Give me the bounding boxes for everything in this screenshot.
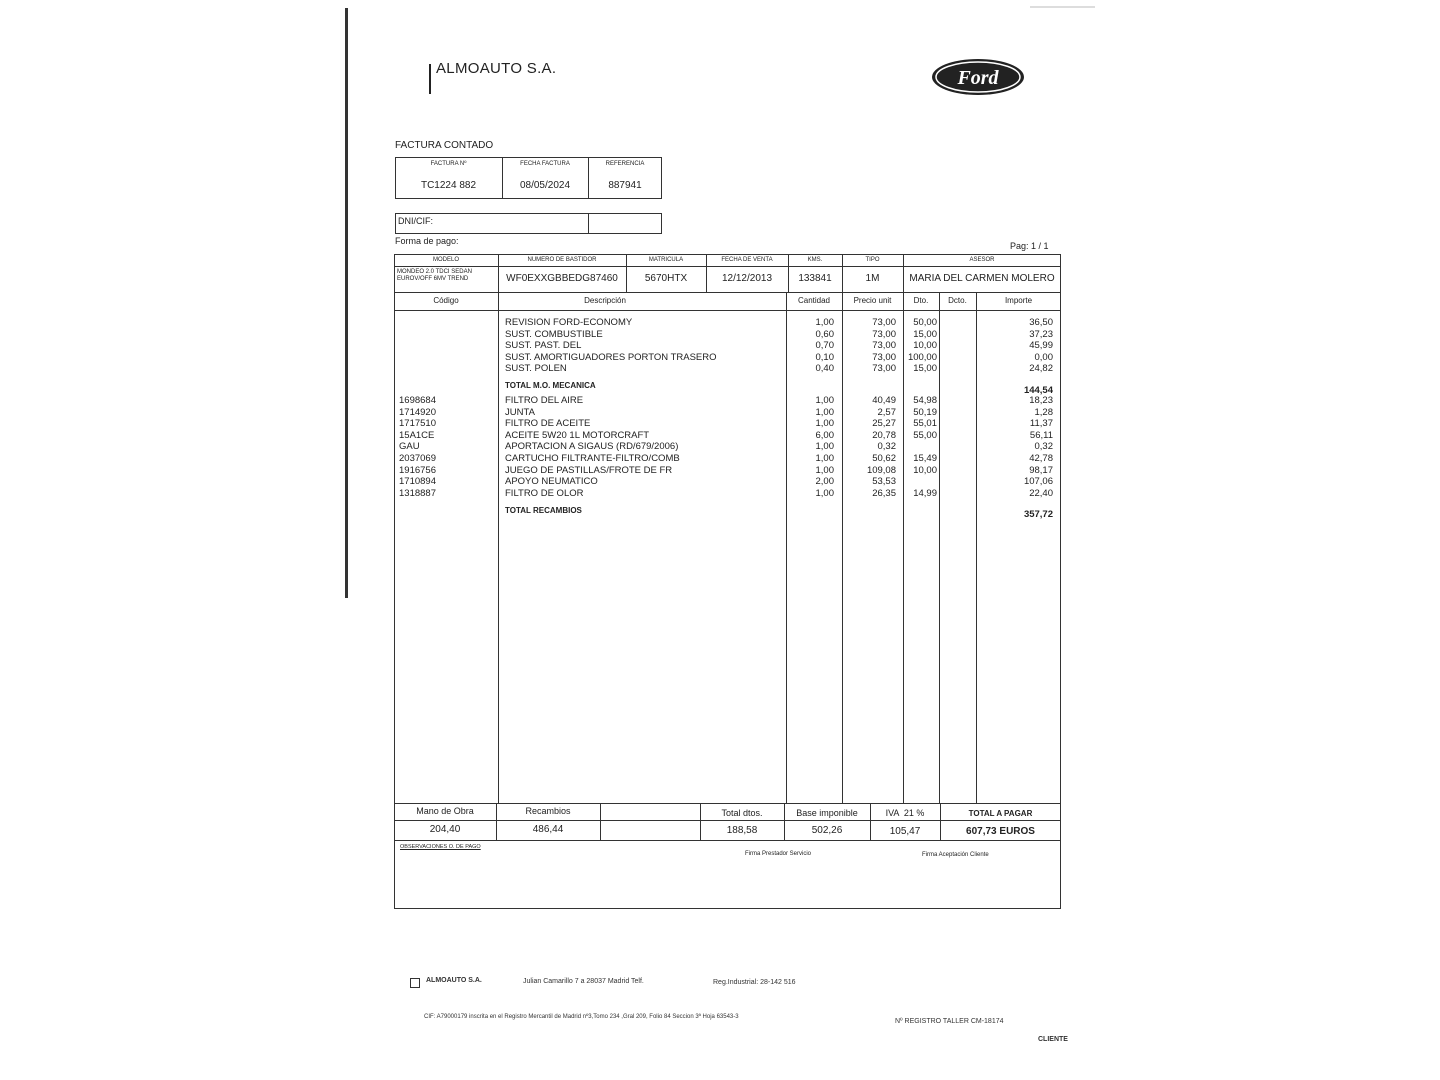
item-unit-price: 109,08 bbox=[866, 464, 896, 476]
invoice-date-label: FECHA FACTURA bbox=[520, 161, 570, 167]
model-line-2: EUROV/OFF 6MV TREND bbox=[397, 276, 469, 282]
item-amount: 0,32 bbox=[1034, 441, 1053, 453]
payment-method-label: Forma de pago: bbox=[395, 236, 459, 246]
page-number: Pag: 1 / 1 bbox=[1010, 241, 1049, 251]
document-title: FACTURA CONTADO bbox=[395, 140, 494, 151]
item-code: 1710894 bbox=[399, 476, 436, 488]
vat-amount: 105,47 bbox=[889, 826, 921, 837]
item-quantity: 1,00 bbox=[815, 395, 834, 406]
item-discount: 15,00 bbox=[913, 328, 937, 340]
item-description: APOYO NEUMATICO bbox=[505, 476, 598, 488]
table-row bbox=[0, 476, 1440, 488]
item-description: FILTRO DEL AIRE bbox=[505, 395, 584, 406]
item-discount: 55,00 bbox=[913, 429, 937, 441]
svg-text:Ford: Ford bbox=[957, 67, 999, 89]
item-description: SUST. AMORTIGUADORES PORTON TRASERO bbox=[505, 351, 717, 363]
item-unit-price: 73,00 bbox=[872, 351, 896, 363]
item-amount: 45,99 bbox=[1029, 340, 1053, 352]
reference-number: 887941 bbox=[608, 180, 642, 191]
labor-sum: 204,40 bbox=[429, 824, 461, 835]
item-discount: 10,00 bbox=[913, 464, 937, 476]
advisor-name: MARIA DEL CARMEN MOLERO bbox=[909, 273, 1055, 284]
table-row bbox=[0, 441, 1440, 453]
item-discount: 14,99 bbox=[913, 487, 937, 499]
advisor-header: ASESOR bbox=[969, 257, 995, 263]
col-amount: Importe bbox=[1004, 296, 1033, 305]
col-discount-2: Dcto. bbox=[948, 296, 967, 305]
item-code: 1916756 bbox=[399, 464, 436, 476]
table-row bbox=[0, 407, 1440, 419]
item-quantity: 1,00 bbox=[815, 464, 834, 476]
footer-cif-line: CIF: A79000179 inscrita en el Registro Mercantil de Madrid nº3,Tomo 234 ,Gral 209, Folio 84 Seccion 3ª Hoja 63543-3 bbox=[424, 1014, 739, 1020]
item-code: GAU bbox=[399, 441, 420, 453]
item-code: 1714920 bbox=[399, 406, 436, 418]
item-amount: 36,50 bbox=[1029, 317, 1053, 328]
reference-label: REFERENCIA bbox=[605, 161, 645, 167]
chassis-number: WF0EXXGBBEDG87460 bbox=[506, 273, 618, 284]
item-description: FILTRO DE OLOR bbox=[505, 487, 584, 499]
item-description: REVISION FORD-ECONOMY bbox=[505, 317, 633, 328]
item-amount: 0,00 bbox=[1034, 351, 1053, 363]
invoice-number: TC1224 882 bbox=[420, 180, 477, 191]
item-unit-price: 73,00 bbox=[872, 317, 896, 328]
item-quantity: 0,70 bbox=[815, 340, 834, 352]
item-amount: 107,06 bbox=[1023, 476, 1053, 488]
kms-header: KMS. bbox=[807, 257, 823, 263]
model-header: MODELO bbox=[432, 257, 459, 263]
item-amount: 22,40 bbox=[1029, 487, 1053, 499]
parts-total-amount: 357,72 bbox=[1023, 509, 1053, 520]
item-quantity: 0,40 bbox=[815, 363, 834, 375]
item-amount: 98,17 bbox=[1029, 464, 1053, 476]
item-quantity: 6,00 bbox=[815, 429, 834, 441]
item-unit-price: 53,53 bbox=[872, 476, 896, 488]
item-description: SUST. POLEN bbox=[505, 363, 567, 375]
item-description: CARTUCHO FILTRANTE-FILTRO/COMB bbox=[505, 453, 680, 464]
footer-company: ALMOAUTO S.A. bbox=[426, 977, 482, 984]
table-row bbox=[0, 317, 1440, 329]
item-description: SUST. COMBUSTIBLE bbox=[505, 328, 603, 340]
provider-signature-label: Firma Prestador Servicio bbox=[745, 851, 812, 857]
item-quantity: 2,00 bbox=[815, 476, 834, 488]
dni-label: DNI/CIF: bbox=[398, 216, 433, 226]
dni-box bbox=[395, 213, 662, 234]
table-row bbox=[0, 329, 1440, 341]
copy-label: CLIENTE bbox=[1038, 1036, 1068, 1043]
table-row bbox=[0, 363, 1440, 375]
item-discount: 55,01 bbox=[913, 418, 937, 430]
scan-edge-line bbox=[345, 8, 348, 598]
table-row bbox=[0, 488, 1440, 500]
item-quantity: 1,00 bbox=[815, 418, 834, 430]
item-discount: 15,49 bbox=[913, 453, 937, 464]
footer-industrial-registry: Reg.Industrial: 28-142 516 bbox=[713, 979, 796, 986]
chassis-header: NUMERO DE BASTIDOR bbox=[527, 257, 597, 263]
item-code: 1717510 bbox=[399, 418, 436, 430]
item-code: 2037069 bbox=[399, 453, 436, 464]
tax-base-label: Base imponible bbox=[796, 808, 858, 818]
item-quantity: 1,00 bbox=[815, 317, 834, 328]
col-discount: Dto. bbox=[913, 296, 929, 305]
type-header: TIPO bbox=[865, 257, 880, 263]
item-discount: 54,98 bbox=[913, 395, 937, 406]
table-row bbox=[0, 340, 1440, 352]
item-quantity: 1,00 bbox=[815, 406, 834, 418]
table-row bbox=[0, 465, 1440, 477]
vat-label: IVA 21 % bbox=[885, 808, 925, 818]
item-code: 1318887 bbox=[399, 487, 436, 499]
item-unit-price: 73,00 bbox=[872, 328, 896, 340]
sale-date: 12/12/2013 bbox=[721, 273, 773, 284]
item-unit-price: 25,27 bbox=[872, 418, 896, 430]
item-unit-price: 40,49 bbox=[872, 395, 896, 406]
table-row bbox=[0, 430, 1440, 442]
table-row bbox=[0, 352, 1440, 364]
labor-total-amount: 144,54 bbox=[1023, 385, 1053, 396]
item-unit-price: 26,35 bbox=[872, 487, 896, 499]
parts-total-label: TOTAL RECAMBIOS bbox=[505, 506, 582, 515]
item-discount: 15,00 bbox=[913, 363, 937, 375]
invoice-date: 08/05/2024 bbox=[519, 180, 571, 191]
scan-noise bbox=[1030, 6, 1095, 8]
type-value: 1M bbox=[865, 273, 880, 284]
parts-sum-label: Recambios bbox=[525, 806, 571, 816]
item-discount: 100,00 bbox=[907, 351, 937, 363]
table-row bbox=[0, 453, 1440, 465]
item-description: JUEGO DE PASTILLAS/FROTE DE FR bbox=[505, 464, 673, 476]
plate-number: 5670HTX bbox=[644, 273, 688, 284]
footer-address: Julian Camarillo 7 a 28037 Madrid Telf. bbox=[523, 978, 644, 985]
company-name-bar bbox=[429, 64, 431, 94]
item-unit-price: 0,32 bbox=[877, 441, 896, 453]
parts-sum: 486,44 bbox=[532, 824, 564, 835]
item-description: FILTRO DE ACEITE bbox=[505, 418, 591, 430]
item-code: 15A1CE bbox=[399, 429, 435, 441]
plate-header: MATRICULA bbox=[648, 257, 684, 263]
col-unit-price: Precio unit bbox=[853, 296, 892, 305]
total-label: TOTAL A PAGAR bbox=[968, 809, 1033, 818]
labor-total-label: TOTAL M.O. MECANICA bbox=[505, 381, 596, 390]
item-amount: 18,23 bbox=[1029, 395, 1053, 406]
ford-logo bbox=[931, 58, 1025, 96]
item-description: ACEITE 5W20 1L MOTORCRAFT bbox=[505, 429, 650, 441]
item-unit-price: 50,62 bbox=[872, 453, 896, 464]
item-quantity: 1,00 bbox=[815, 453, 834, 464]
table-row bbox=[0, 418, 1440, 430]
item-unit-price: 20,78 bbox=[872, 429, 896, 441]
item-discount: 10,00 bbox=[913, 340, 937, 352]
item-quantity: 0,10 bbox=[815, 351, 834, 363]
labor-sum-label: Mano de Obra bbox=[416, 806, 474, 816]
table-row bbox=[0, 395, 1440, 407]
total-amount: 607,73 EUROS bbox=[966, 826, 1035, 837]
col-code: Código bbox=[433, 296, 459, 305]
item-unit-price: 73,00 bbox=[872, 363, 896, 375]
item-description: SUST. PAST. DEL bbox=[505, 340, 582, 352]
item-discount: 50,00 bbox=[913, 317, 937, 328]
item-description: APORTACION A SIGAUS (RD/679/2006) bbox=[505, 441, 679, 453]
tax-base: 502,26 bbox=[811, 825, 843, 836]
invoice-number-label: FACTURA Nº bbox=[430, 161, 467, 167]
item-code: 1698684 bbox=[399, 395, 436, 406]
item-unit-price: 2,57 bbox=[877, 406, 896, 418]
discount-sum: 188,58 bbox=[726, 825, 758, 836]
item-quantity: 1,00 bbox=[815, 441, 834, 453]
item-amount: 37,23 bbox=[1029, 328, 1053, 340]
kms-value: 133841 bbox=[798, 273, 832, 284]
item-amount: 24,82 bbox=[1029, 363, 1053, 375]
discount-sum-label: Total dtos. bbox=[721, 808, 763, 818]
col-description: Descripción bbox=[584, 296, 626, 305]
item-unit-price: 73,00 bbox=[872, 340, 896, 352]
item-amount: 42,78 bbox=[1029, 453, 1053, 464]
sale-date-header: FECHA DE VENTA bbox=[721, 257, 773, 263]
client-signature-label: Firma Aceptación Cliente bbox=[922, 852, 989, 858]
company-name: ALMOAUTO S.A. bbox=[436, 60, 557, 77]
item-amount: 11,37 bbox=[1029, 418, 1053, 430]
item-amount: 56,11 bbox=[1029, 429, 1053, 441]
item-description: JUNTA bbox=[505, 406, 535, 418]
item-amount: 1,28 bbox=[1034, 406, 1053, 418]
col-quantity: Cantidad bbox=[797, 296, 831, 305]
payment-notes-label: OBSERVACIONES O. DE PAGO bbox=[400, 844, 481, 850]
item-discount: 50,19 bbox=[913, 406, 937, 418]
item-quantity: 0,60 bbox=[815, 328, 834, 340]
item-quantity: 1,00 bbox=[815, 487, 834, 499]
footer-logo-icon bbox=[410, 978, 420, 988]
model-line-1: MONDEO 2.0 TDCI SEDAN bbox=[397, 269, 472, 275]
footer-workshop-registry: Nº REGISTRO TALLER CM-18174 bbox=[895, 1018, 1004, 1025]
